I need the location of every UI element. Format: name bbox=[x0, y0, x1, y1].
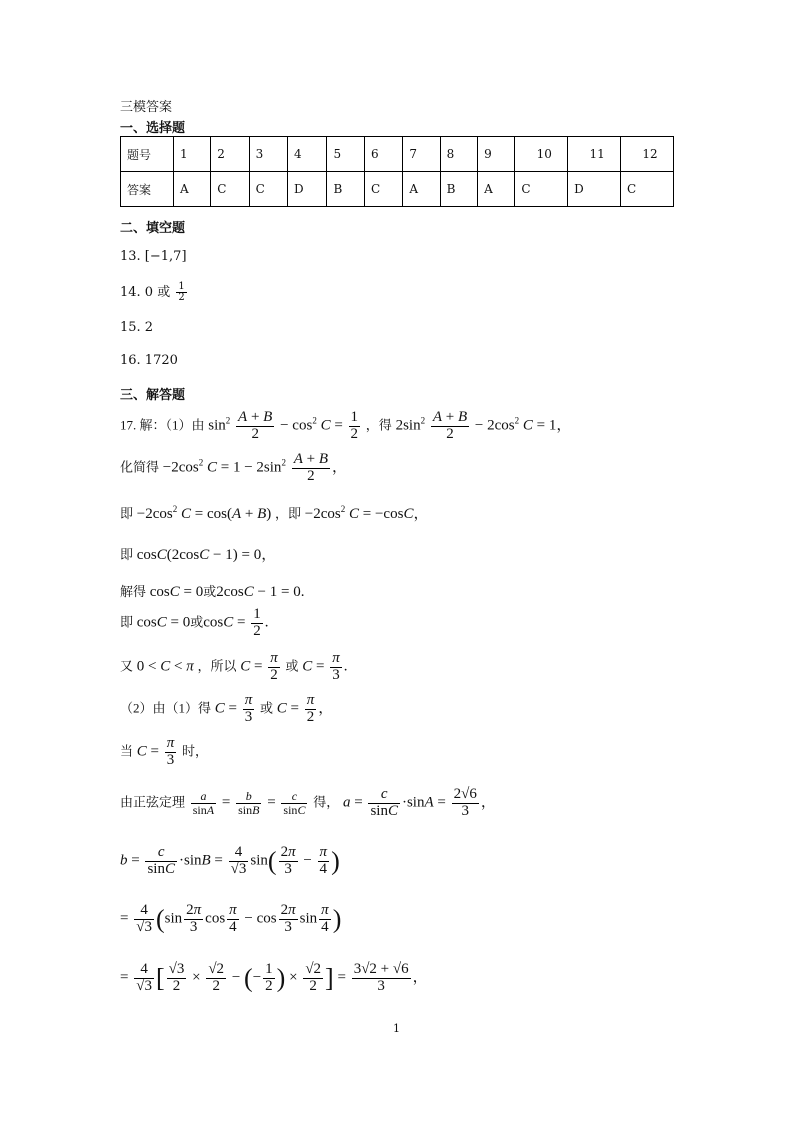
fraction: $\frac{2√6}{3}$ bbox=[453, 786, 477, 819]
line10-intro: 由正弦定理 bbox=[120, 794, 186, 810]
table-header-cell: 题号 bbox=[121, 137, 174, 172]
line7-mid: ，所以 bbox=[197, 658, 237, 674]
table-cell: D bbox=[568, 172, 621, 207]
fraction: $\frac{\pi}{4}$ bbox=[321, 902, 329, 935]
line5-intro: 解得 bbox=[120, 584, 147, 599]
table-row-numbers bbox=[121, 137, 674, 172]
fraction-one-half bbox=[176, 282, 186, 304]
fraction: $\frac{A + B}{2}$ bbox=[238, 409, 273, 442]
fraction: $\frac{\pi}{3}$ bbox=[166, 735, 175, 768]
answer-table bbox=[120, 136, 674, 207]
fraction: $\frac{4}{√3}$ bbox=[136, 902, 152, 935]
line9-end: 时， bbox=[182, 743, 209, 759]
fraction: $\frac{\pi}{3}$ bbox=[244, 692, 253, 725]
line3-mid: ，即 bbox=[275, 506, 302, 521]
line8-intro: （2）由（1）得 bbox=[120, 700, 212, 716]
line7-or: 或 bbox=[285, 658, 299, 674]
section-heading-solve: 三、解答题 bbox=[120, 388, 186, 403]
table-header-cell: 答案 bbox=[121, 172, 174, 207]
table-cell: 4 bbox=[288, 137, 327, 172]
line6-or: 或 bbox=[190, 614, 204, 630]
line3-intro: 即 bbox=[120, 506, 134, 521]
fraction: $\frac{2\pi}{3}$ bbox=[280, 844, 296, 877]
fraction: $\frac{b}{\sin B}$ bbox=[238, 789, 260, 817]
table-cell: 10 bbox=[515, 137, 568, 172]
table-cell: 8 bbox=[440, 137, 478, 172]
solution-line-1: 17. 解：（1）由 $\sin^2$ $\frac{A + B}{2}$ − $\cos^2 C$ = $\frac{1}{2}$ ，得 $2\sin^2$ $\frac{A + B}{2}$ − $2\cos^2$ C = 1， bbox=[120, 409, 572, 442]
fraction: $\frac{√2}{2}$ bbox=[305, 961, 322, 994]
line4-intro: 即 bbox=[120, 547, 134, 562]
fraction: $\frac{A + B}{2}$ bbox=[432, 409, 468, 442]
line5-or: 或 bbox=[203, 584, 217, 599]
fraction: $\frac{\pi}{3}$ bbox=[332, 650, 340, 683]
table-cell: A bbox=[478, 172, 515, 207]
fraction: $\frac{c}{\sin C}$ bbox=[370, 786, 398, 819]
fraction: $\frac{\pi}{4}$ bbox=[229, 902, 237, 935]
table-cell: 3 bbox=[249, 137, 287, 172]
solution-line-12: = $\frac{4}{√3}$ (sin $\frac{2\pi}{3}$ cos $\frac{\pi}{4}$ − cos $\frac{2\pi}{3}$ sin $\frac{\pi}{4}$ ) bbox=[120, 902, 342, 935]
table-cell: 12 bbox=[621, 137, 674, 172]
table-cell: 1 bbox=[174, 137, 211, 172]
solution-line-10: 由正弦定理 $\frac{a}{\sin A}$ = $\frac{b}{\sin B}$ = $\frac{c}{\sin C}$ 得， a = $\frac{c}{\sin C}$ ·sinA = $\frac{2√6}{3}$ ， bbox=[120, 786, 496, 819]
line8-or: 或 bbox=[260, 700, 274, 716]
line6-intro: 即 bbox=[120, 614, 134, 630]
q17-intro: 17. 解：（1）由 bbox=[120, 417, 205, 433]
table-cell: B bbox=[440, 172, 478, 207]
answer-14-prefix: 14. 0 或 bbox=[120, 285, 171, 300]
fraction: $\frac{1}{2}$ bbox=[350, 409, 359, 442]
table-cell: 11 bbox=[568, 137, 621, 172]
fraction: $\frac{√2}{2}$ bbox=[208, 961, 225, 994]
solution-line-8: （2）由（1）得 C = $\frac{\pi}{3}$ 或 C = $\frac{\pi}{2}$ ， bbox=[120, 692, 334, 725]
table-cell: 6 bbox=[364, 137, 402, 172]
table-cell: A bbox=[174, 172, 211, 207]
solution-line-3: 即 $-2\cos^2$ C = cos(A + B) ，即 $-2\cos^2$ C = −cosC， bbox=[120, 504, 429, 522]
table-cell: C bbox=[621, 172, 674, 207]
table-cell: 5 bbox=[327, 137, 365, 172]
solution-line-11: b = $\frac{c}{\sin C}$ ·sinB = $\frac{4}{√3}$ sin( $\frac{2\pi}{3}$ − $\frac{\pi}{4}$ ) bbox=[120, 844, 340, 877]
line1-mid: ，得 bbox=[365, 417, 392, 433]
answer-14 bbox=[120, 281, 189, 304]
fraction-numerator: 1 bbox=[178, 280, 185, 292]
fraction: $\frac{2\pi}{3}$ bbox=[280, 902, 296, 935]
fraction: $\frac{1}{2}$ bbox=[265, 961, 273, 994]
section-heading-choice: 一、选择题 bbox=[120, 121, 186, 136]
fraction-denominator: 2 bbox=[178, 292, 185, 303]
table-cell: C bbox=[364, 172, 402, 207]
fraction: $\frac{\pi}{2}$ bbox=[306, 692, 315, 725]
table-row-answers bbox=[121, 172, 674, 207]
section-heading-fill: 二、填空题 bbox=[120, 221, 186, 236]
fraction: $\frac{A + B}{2}$ bbox=[293, 451, 328, 484]
table-cell: C bbox=[211, 172, 249, 207]
line10-mid: 得， bbox=[313, 794, 340, 810]
fraction: $\frac{√3}{2}$ bbox=[168, 961, 185, 994]
fraction: $\frac{\pi}{2}$ bbox=[270, 650, 278, 683]
table-cell: 2 bbox=[211, 137, 249, 172]
table-cell: B bbox=[327, 172, 365, 207]
fraction: $\frac{4}{√3}$ bbox=[136, 961, 152, 994]
fraction: $\frac{4}{√3}$ bbox=[230, 844, 247, 877]
solution-line-2: 化简得 $-2\cos^2$ $C = 1 - 2\sin^2$ $\frac{A + B}{2}$ ， bbox=[120, 451, 348, 484]
fraction: $\frac{c}{\sin C}$ bbox=[283, 789, 306, 817]
solution-line-5: 解得 cosC = 0或2cosC − 1 = 0. bbox=[120, 584, 305, 600]
table-cell: D bbox=[288, 172, 327, 207]
solution-line-7: 又 0 < C < π ，所以 C = $\frac{\pi}{2}$ 或 C = $\frac{\pi}{3}$ . bbox=[120, 650, 348, 683]
table-cell: 9 bbox=[478, 137, 515, 172]
page-number: 1 bbox=[393, 1022, 400, 1035]
fraction: $\frac{\pi}{4}$ bbox=[319, 844, 328, 877]
table-cell: C bbox=[515, 172, 568, 207]
table-cell: A bbox=[403, 172, 440, 207]
line9-intro: 当 bbox=[120, 743, 134, 759]
document-title: 三模答案 bbox=[120, 100, 173, 115]
table-cell: C bbox=[249, 172, 287, 207]
solution-line-4: 即 cosC(2cosC − 1) = 0， bbox=[120, 547, 277, 563]
answer-15: 15. 2 bbox=[120, 320, 154, 335]
solution-line-6: 即 cosC = 0或cosC = $\frac{1}{2}$ . bbox=[120, 606, 269, 639]
line2-intro: 化简得 bbox=[120, 459, 160, 475]
fraction: $\frac{1}{2}$ bbox=[253, 606, 261, 639]
solution-line-13: = $\frac{4}{√3}$ [ $\frac{√3}{2}$ × $\frac{√2}{2}$ − (− $\frac{1}{2}$ ) × $\frac{√2}{2}$ ] = $\frac{3√2 + √6}{3}$ ， bbox=[120, 961, 428, 994]
fraction: $\frac{a}{\sin A}$ bbox=[192, 789, 215, 817]
answer-13: 13. [−1,7] bbox=[120, 249, 187, 264]
fraction: $\frac{c}{\sin C}$ bbox=[147, 844, 175, 877]
answer-16: 16. 1720 bbox=[120, 353, 178, 368]
fraction: $\frac{2\pi}{3}$ bbox=[186, 902, 202, 935]
table-cell: 7 bbox=[403, 137, 440, 172]
solution-line-9: 当 C = $\frac{\pi}{3}$ 时， bbox=[120, 735, 209, 768]
line7-intro: 又 bbox=[120, 658, 134, 674]
fraction: $\frac{3√2 + √6}{3}$ bbox=[353, 961, 409, 994]
